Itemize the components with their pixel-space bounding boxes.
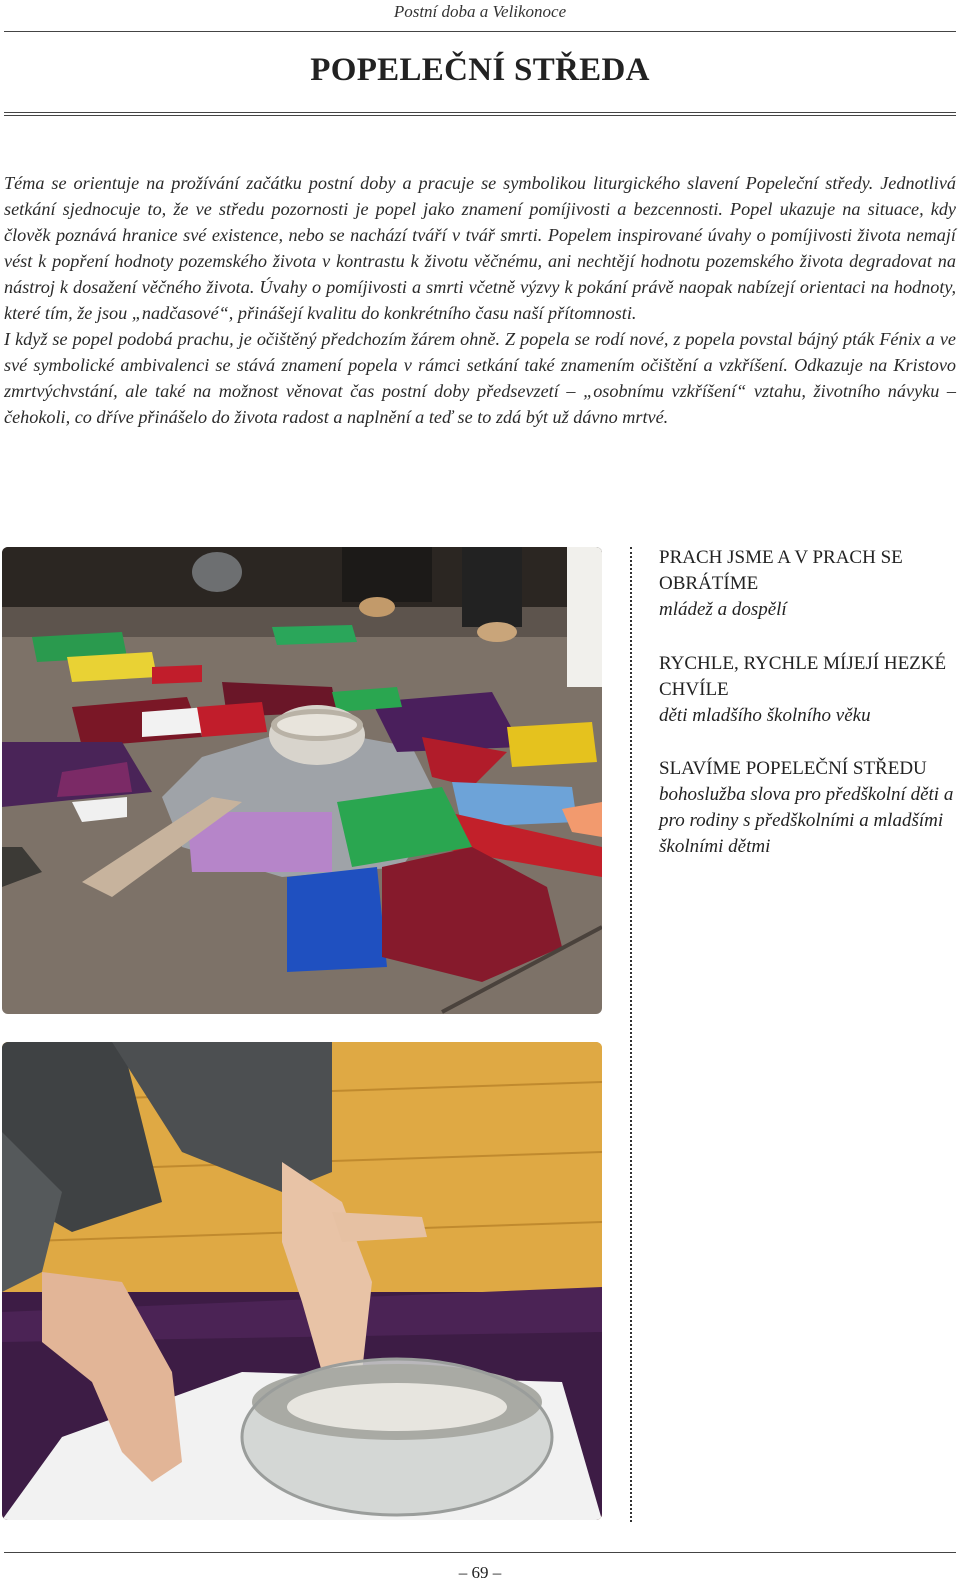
intro-paragraph-2: I když se popel podobá prachu, je očištěný předchozím žárem ohně. Z popela se rodí nové, z popela povstal bájný pták Fénix a ve své symbolické ambivalenci se stává znamení popela v rámci setkání také znamením očištění a vzkříšení. Odkazuje na Kristovo zmrtvýchvstání, ale také na možnost věnovat čas postní doby předsevzetí – „osobnímu vzkříšení“ vztahu, životního návyku – čehokoli, co dříve přinášelo do života radost a naplnění a teď se to zdá být už dávno mrtvé. [4,329,956,427]
photo-hand-over-ash-bowl [2,1042,602,1520]
session-1-title: PRACH JSME A V PRACH SE OBRÁTÍME [659,547,903,594]
session-3-audience: bohoslužba slova pro předškolní děti a pro rodiny s předškolními a mladšími školními dětmi [659,784,954,857]
intro-paragraph-1: Téma se orientuje na prožívání začátku postní doby a pracuje se symbolikou liturgického slavení Popeleční středy. Jednotlivá setkání sjednocuje to, že ve středu pozornosti je popel jako znamení pomíjivosti a bezcennosti. Popel ukazuje na situace, kdy člověk poznává hranice své existence, nebo se nachází tváří v tvář smrti. Popelem inspirované úvahy o pomíjivosti života nemají vést k popření hodnoty pozemského života v kontrastu k životu věčnému, ani nechtějí hodnotu pozemského života degradovat na nástroj k dosažení věčného života. Úvahy o pomíjivosti a smrti včetně výzvy k pokání právě naopak nabízejí orientaci na hodnoty, které tím, že jsou „nadčasové“, přinášejí kvalitu do konkrétního času naší přítomnosti. [4,173,956,323]
photo-cloths-on-floor [2,547,602,1014]
session-2 [659,651,955,729]
session-1-audience: mládež a dospělí [659,599,787,620]
session-1 [659,545,955,623]
session-2-audience: děti mladšího školního věku [659,705,871,726]
session-3 [659,756,955,860]
title-double-rule [4,112,956,116]
footer-rule [4,1552,956,1553]
header-rule [4,31,956,32]
session-3-title: SLAVÍME POPELEČNÍ STŘEDU [659,758,927,779]
page-title: POPELEČNÍ STŘEDA [310,52,650,88]
vertical-dotted-divider [630,547,632,1522]
intro-text [4,170,956,430]
page-number: – 69 – [458,1563,502,1582]
session-2-title: RYCHLE, RYCHLE MÍJEJÍ HEZKÉ CHVÍLE [659,653,947,700]
running-header: Postní doba a Velikonoce [393,2,567,21]
